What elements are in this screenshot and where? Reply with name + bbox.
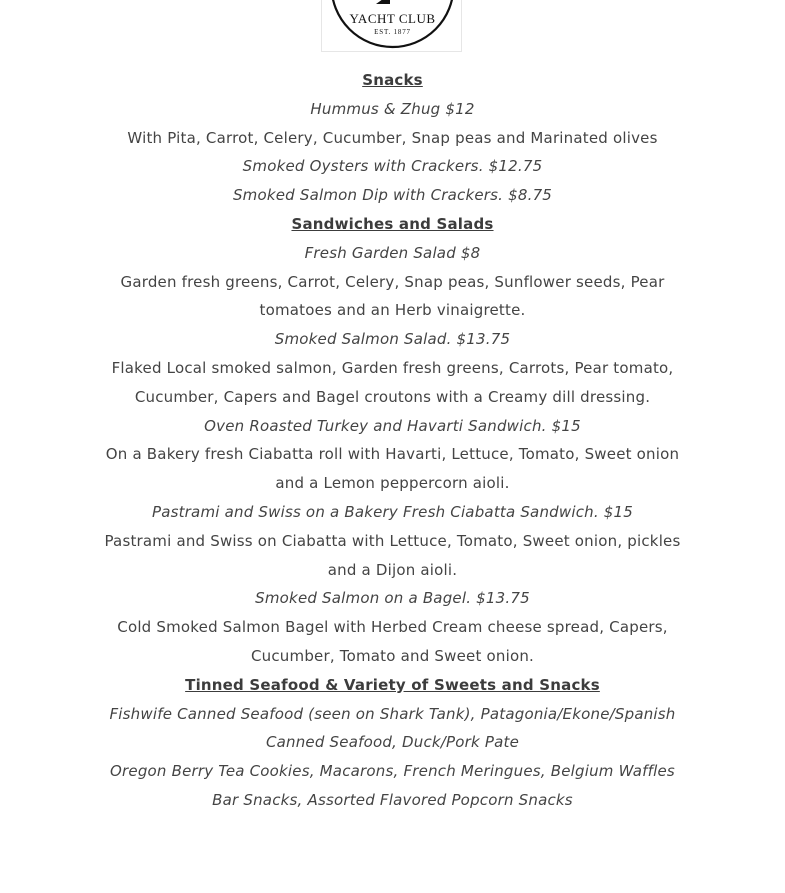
menu-item-hummus: Hummus & Zhug $12	[310, 99, 475, 118]
menu-item-canned-seafood: Fishwife Canned Seafood (seen on Shark Tank), Patagonia/Ekone/Spanish Canned Seafood, Duck/Pork Pate	[109, 704, 676, 752]
menu-item-salmon-dip: Smoked Salmon Dip with Crackers. $8.75	[232, 186, 553, 205]
menu-item-garden-salad-description: Garden fresh greens, Carrot, Celery, Snap peas, Sunflower seeds, Pear tomatoes and an Herb vinaigrette.	[120, 272, 665, 320]
menu-item-pastrami-sandwich-description: Pastrami and Swiss on Ciabatta with Lettuce, Tomato, Sweet onion, pickles and a Dijon aioli.	[104, 531, 681, 579]
logo-emblem-icon	[322, 0, 462, 52]
menu-item-smoked-oysters: Smoked Oysters with Crackers. $12.75	[242, 157, 543, 176]
menu-item-turkey-sandwich: Oven Roasted Turkey and Havarti Sandwich. $15	[204, 416, 581, 435]
yacht-club-logo	[321, 0, 462, 52]
menu-item-sweets: Oregon Berry Tea Cookies, Macarons, French Meringues, Belgium Waffles	[110, 762, 675, 781]
menu-item-hummus-description: With Pita, Carrot, Celery, Cucumber, Snap peas and Marinated olives	[127, 128, 658, 147]
menu-item-salmon-bagel: Smoked Salmon on a Bagel. $13.75	[255, 589, 530, 608]
menu-item-turkey-sandwich-description: On a Bakery fresh Ciabatta roll with Havarti, Lettuce, Tomato, Sweet onion and a Lemon peppercorn aioli.	[105, 445, 680, 493]
section-heading-sandwiches-salads: Sandwiches and Salads	[291, 214, 494, 233]
section-heading-tinned-seafood: Tinned Seafood & Variety of Sweets and Snacks	[185, 675, 600, 694]
menu-item-salmon-salad: Smoked Salmon Salad. $13.75	[274, 330, 511, 349]
menu-item-garden-salad: Fresh Garden Salad $8	[304, 243, 481, 262]
menu-item-salmon-salad-description: Flaked Local smoked salmon, Garden fresh greens, Carrots, Pear tomato, Cucumber, Capers and Bagel croutons with a Creamy dill dressing.	[111, 358, 674, 406]
logo-name: YACHT CLUB	[349, 11, 436, 26]
menu-item-bar-snacks: Bar Snacks, Assorted Flavored Popcorn Snacks	[212, 790, 573, 809]
menu-item-pastrami-sandwich: Pastrami and Swiss on a Bakery Fresh Ciabatta Sandwich. $15	[151, 502, 634, 521]
menu-item-salmon-bagel-description: Cold Smoked Salmon Bagel with Herbed Cream cheese spread, Capers, Cucumber, Tomato and Sweet onion.	[117, 618, 668, 665]
section-heading-snacks: Snacks	[362, 71, 423, 89]
menu-content	[0, 66, 785, 815]
logo-est: EST. 1877	[374, 28, 411, 36]
